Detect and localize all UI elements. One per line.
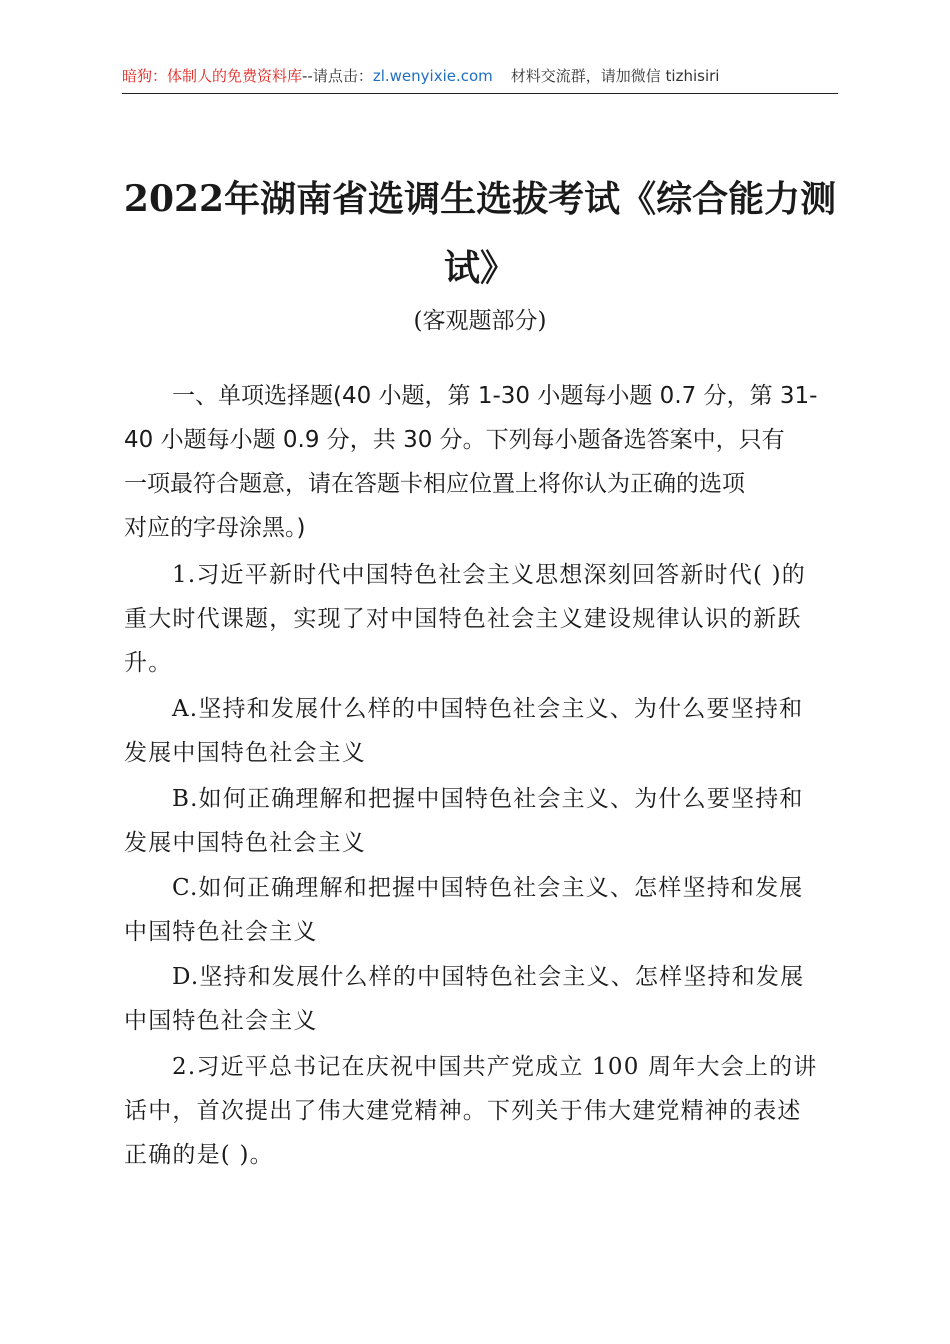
section-instruction-line: 40 小题每小题 0.9 分，共 30 分。下列每小题备选答案中，只有: [124, 427, 785, 453]
question-1-stem: 升。: [124, 650, 173, 676]
option-c: C.如何正确理解和把握中国特色社会主义、怎样坚持和发展: [172, 875, 804, 901]
section-instruction-line: 一项最符合题意，请在答题卡相应位置上将你认为正确的选项: [124, 471, 745, 497]
section-instruction-line: 对应的字母涂黑。): [124, 515, 306, 541]
question-2-stem: 话中，首次提出了伟大建党精神。下列关于伟大建党精神的表述: [124, 1098, 802, 1124]
doc-subtitle: (客观题部分): [413, 308, 547, 334]
header-contact: 材料交流群，请加微信 tizhisiri: [510, 67, 720, 85]
header-brand: 暗狗：体制人的免费资料库: [122, 67, 303, 85]
option-a: A.坚持和发展什么样的中国特色社会主义、为什么要坚持和: [172, 696, 804, 722]
option-a: 发展中国特色社会主义: [124, 740, 366, 766]
doc-title-line-2: 试》: [443, 247, 516, 289]
option-d: D.坚持和发展什么样的中国特色社会主义、怎样坚持和发展: [172, 964, 805, 990]
option-d: 中国特色社会主义: [124, 1008, 318, 1034]
page-header: [122, 66, 838, 86]
section-instruction-line: 一、单项选择题(40 小题，第 1-30 小题每小题 0.7 分，第 31-: [172, 383, 818, 409]
doc-title-line-1: 2022年湖南省选调生选拔考试《综合能力测: [123, 178, 837, 220]
header-divider: [122, 93, 838, 94]
option-b: B.如何正确理解和把握中国特色社会主义、为什么要坚持和: [172, 786, 804, 812]
option-c: 中国特色社会主义: [124, 919, 318, 945]
question-1-stem: 重大时代课题，实现了对中国特色社会主义建设规律认识的新跃: [124, 606, 802, 632]
question-2-stem: 正确的是( )。: [124, 1142, 274, 1168]
header-prompt: --请点击：: [302, 67, 373, 85]
header-url-link[interactable]: zl.wenyixie.com: [372, 67, 493, 85]
option-b: 发展中国特色社会主义: [124, 830, 366, 856]
question-1-stem: 1.习近平新时代中国特色社会主义思想深刻回答新时代( )的: [172, 562, 807, 588]
question-2-stem: 2.习近平总书记在庆祝中国共产党成立 100 周年大会上的讲: [172, 1054, 818, 1080]
